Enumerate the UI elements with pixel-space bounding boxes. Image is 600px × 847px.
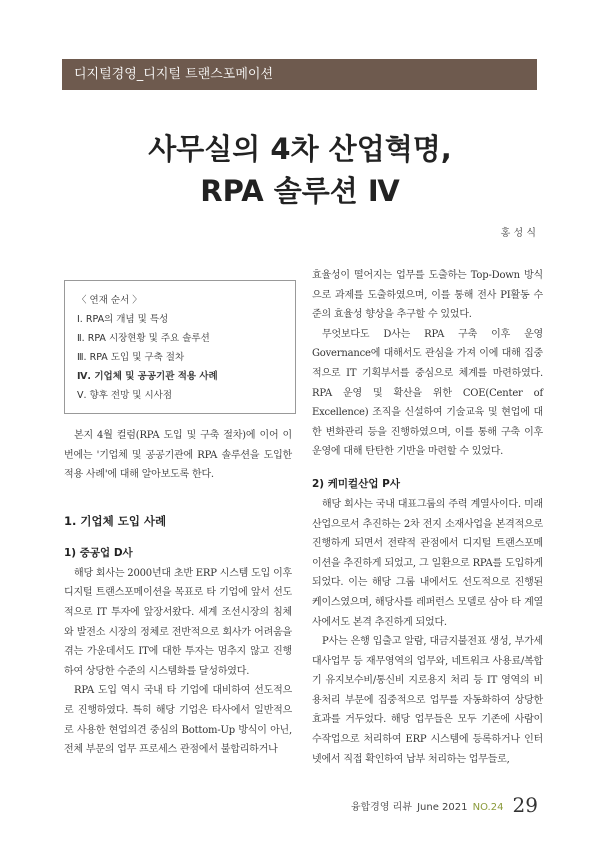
- body-paragraph: 해당 회사는 2000년대 초반 ERP 시스템 도입 이후 디지털 트랜스포메이션을 목표로 타 기업에 앞서 선도적으로 IT 투자에 앞장서왔다. 세계 조선시장의 침체와 발전소 시장의 정체로 전반적으로 회사가 어려움을 겪는 가운데서도 IT에 대한 투자는 멈추지 않고 진행하여 상당한 수준의 시스템화를 달성하였다.: [64, 567, 292, 677]
- section-heading: 1. 기업체 도입 사례: [64, 513, 167, 528]
- subsection-heading: 2) 케미컬산업 P사: [312, 477, 400, 490]
- author-name: 홍 성 식: [500, 228, 536, 239]
- series-item-current: Ⅳ. 기업체 및 공공기관 적용 사례: [77, 371, 218, 382]
- magazine-name: 융합경영 리뷰: [350, 802, 412, 813]
- body-paragraph: P사는 은행 입출고 알람, 대금지불전표 생성, 부가세 대사업무 등 재무영역의 업무와, 네트워크 사용료/복합기 유지보수비/통신비 지로용지 처리 등 IT 영역의 비용처리 부문에 집중적으로 업무를 자동화하여 상당한 효과를 거두었다. 해당 업무들은 모두 기존에 사람이 수작업으로 처리하여 ERP 시스템에 등록하거나 인터넷에서 직접 확인하여 납부 처리하는 업무들로,: [312, 636, 543, 765]
- series-item: Ⅱ. RPA 시장현황 및 주요 솔루션: [77, 333, 210, 344]
- section-header-bar: [62, 59, 537, 90]
- body-paragraph: 해당 회사는 국내 대표그룹의 주력 계열사이다. 미래 산업으로서 추진하는 2차 전지 소재사업을 본격적으로 진행하게 되면서 전략적 관점에서 디지털 트랜스포메이션을 추진하게 되었고, 그 일환으로 RPA를 도입하게 되었다. 이는 해당 그룹 내에서도 선도적으로 진행된 케이스였으며, 해당사를 레퍼런스 모델로 삼아 타 계열사에서도 본격 추진하게 되었다.: [312, 498, 543, 628]
- issue-number: NO.24: [472, 802, 504, 813]
- series-item: Ⅲ. RPA 도입 및 구축 절차: [77, 352, 185, 363]
- series-heading: 〈 연재 순서 〉: [77, 295, 142, 306]
- article-title-line2: RPA 솔루션 Ⅳ: [200, 174, 400, 208]
- issue-date: June 2021: [417, 802, 468, 813]
- series-item: Ⅴ. 향후 전망 및 시사점: [77, 390, 173, 401]
- left-column: [64, 266, 292, 760]
- section-header-label: 디지털경영_디지털 트랜스포메이션: [74, 67, 274, 82]
- body-paragraph: RPA 도입 역시 국내 타 기업에 대비하여 선도적으로 진행하였다. 특히 해당 기업은 타사에서 일반적으로 사용한 현업의견 중심의 Bottom-Up 방식이 아닌, 전체 부문의 업무 프로세스 관점에서 불합리하거나: [64, 685, 292, 756]
- body-paragraph: 효율성이 떨어지는 업무를 도출하는 Top-Down 방식으로 과제를 도출하였으며, 이를 통해 전사 PI활동 수준의 효율성 향상을 추구할 수 있었다.: [312, 270, 543, 321]
- page-footer: [351, 793, 538, 817]
- series-order-box: [64, 280, 296, 414]
- page-number: 29: [512, 793, 538, 817]
- article-title-line1: 사무실의 4차 산업혁명,: [148, 132, 452, 166]
- body-paragraph: 무엇보다도 D사는 RPA 구축 이후 운영 Governance에 대해서도 관심을 가져 이에 대해 집중적으로 IT 기획부서를 중심으로 체계를 마련하였다. RPA 운영 및 확산을 위한 COE(Center of Excellence) 조직을 신설하여 기술교육 및 현업에 대한 변화관리 등을 진행하였으며, 이를 통해 구축 이후 운영에 대해 탄탄한 기반을 마련할 수 있었다.: [312, 328, 543, 458]
- subsection-heading: 1) 중공업 D사: [64, 546, 133, 559]
- intro-paragraph: 본지 4월 컬럼(RPA 도입 및 구축 절차)에 이어 이번에는 '기업체 및 공공기관에 RPA 솔루션을 도입한 적용 사례'에 대해 알아보도록 한다.: [64, 430, 292, 481]
- right-column: [312, 266, 543, 769]
- series-item: Ⅰ. RPA의 개념 및 특성: [77, 314, 169, 325]
